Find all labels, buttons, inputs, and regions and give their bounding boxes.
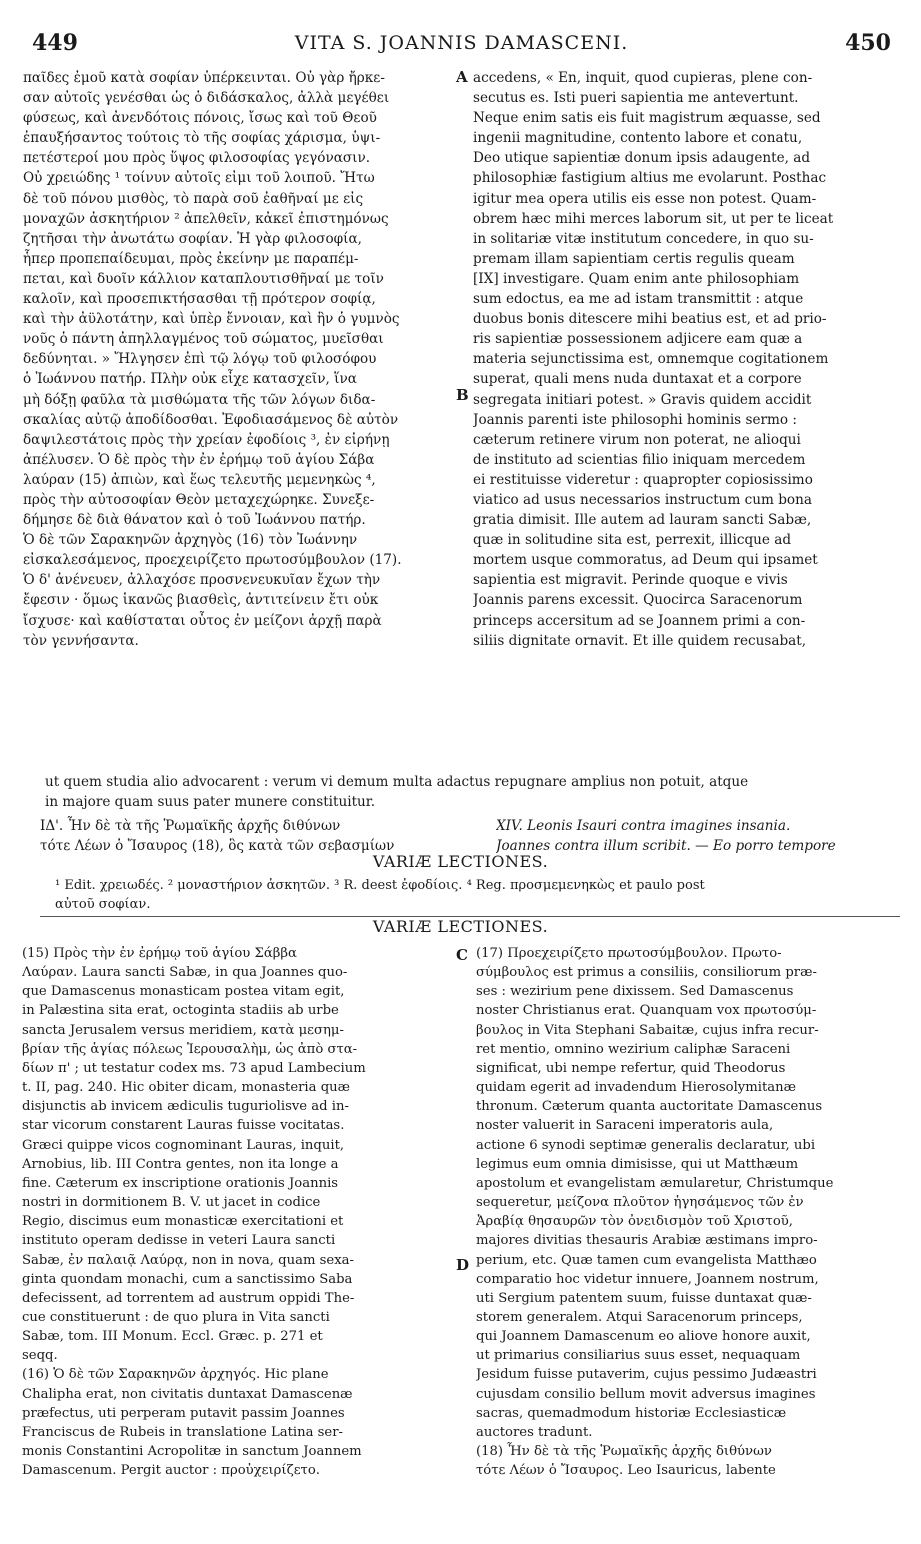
greek-text-line: πρὸς τὴν αὐτοσοφίαν Θεὸν μεταχεχώρηκε. Συνεξε- <box>23 491 375 508</box>
greek-text-line: δαψιλεστάτοις πρὸς τὴν χρείαν ἐφοδίοις ³, ἐν εἰρήνῃ <box>23 431 390 448</box>
note-line: uti Sergium patentem suum, fuisse duntaxat quæ- <box>476 1290 812 1306</box>
note-line: sequeretur, μείζονα πλοῦτον ἡγησάμενος τῶν ἐν <box>476 1195 804 1211</box>
latin-text-line: premam illam sapientiam certis regulis queam <box>473 250 795 267</box>
greek-text-line: δεδύνηται. » Ἤλγησεν ἐπὶ τῷ λόγῳ τοῦ φιλοσόφου <box>23 351 377 368</box>
section-14-latin-line: XIV. Leonis Isauri contra imagines insania. <box>496 818 791 834</box>
greek-text-line: νοῦς ὁ πάντη ἀπηλλαγμένος τοῦ σώματος, μυεῖσθαι <box>23 331 384 348</box>
full-width-line: ut quem studia alio advocarent : verum vi demum multa adactus repugnare amplius non potuit, atque <box>45 774 749 790</box>
note-line: thronum. Cæterum quanta auctoritate Damascenus <box>476 1099 823 1115</box>
note-line: βουλος in Vita Stephani Sabaitæ, cujus infra recur- <box>476 1022 819 1038</box>
latin-text-line: gratia dimisit. Ille autem ad lauram sancti Sabæ, <box>473 512 812 529</box>
note-line: (18) Ἦν δὲ τὰ τῆς Ῥωμαϊκῆς ἀρχῆς διθύνων <box>476 1444 772 1460</box>
note-line: nostri in dormitionem B. V. ut jacet in codice <box>22 1195 321 1211</box>
latin-text-line: igitur mea opera utilis eis esse non potest. Quam- <box>473 190 817 207</box>
variant-reading-line: αὐτοῦ σοφίαν. <box>55 897 151 912</box>
note-line: significat, ubi nempe refertur, quid Theodorus <box>476 1060 786 1076</box>
note-line: apostolum et evangelistam æmularetur, Christumque <box>476 1175 834 1191</box>
notes-left-column <box>22 944 455 1544</box>
note-line: ret mentio, omnino wezirium caliphæ Saraceni <box>476 1041 791 1057</box>
notes-right-column <box>476 944 901 1544</box>
note-line: Chalipha erat, non civitatis duntaxat Damascenæ <box>22 1386 353 1402</box>
latin-text-line: ei restituisse videretur : quapropter copiosissimo <box>473 471 813 488</box>
latin-text-line: accedens, « En, inquit, quod cupieras, plene con- <box>473 70 813 86</box>
note-line: legimus eum omnia dimisisse, qui ut Matthæum <box>476 1156 799 1172</box>
section-14-greek-line: ΙΔ'. Ἦν δὲ τὰ τῆς Ῥωμαϊκῆς ἀρχῆς διθύνων <box>40 818 341 834</box>
note-line: Regio, discimus eum monasticæ exercitationi et <box>22 1214 344 1230</box>
latin-text-line: sum edoctus, ea me ad istam transmittit : atque <box>473 291 804 308</box>
greek-text-line: ὁ Ἰωάννου πατήρ. Πλὴν οὐκ εἶχε κατασχεῖν, ἵνα <box>23 371 357 388</box>
note-line: Franciscus de Rubeis in translatione Latina ser- <box>22 1424 343 1440</box>
greek-text-line: πετέστεροί μου πρὸς ὕψος φιλοσοφίας γεγόνασιν. <box>23 150 371 167</box>
latin-text-line: Neque enim satis eis fuit magistrum æquasse, sed <box>473 110 821 127</box>
latin-text-line: philosophiæ fastigium altius me evolarunt. Posthac <box>473 170 827 187</box>
section-14-greek <box>40 816 470 856</box>
section-14-greek-line: τότε Λέων ὁ Ἴσαυρος (18), ὃς κατὰ τῶν σεβασμίων <box>40 838 395 854</box>
greek-text-line: μὴ δόξῃ φαῦλα τὰ μισθώματα τῆς τῶν λόγων διδα- <box>23 391 376 408</box>
page-number-right: 450 <box>845 30 891 56</box>
greek-text-line: σκαλίας αὐτῷ ἀποδίδοσθαι. Ἐφοδιασάμενος δὲ αὐτὸν <box>23 411 399 428</box>
note-line: que Damascenus monasticam postea vitam egit, <box>22 984 345 1000</box>
running-title: VITA S. JOANNIS DAMASCENI. <box>294 32 629 54</box>
latin-text-line: segregata initiari potest. » Gravis quidem accidit <box>473 391 812 408</box>
section-14-latin <box>496 816 896 856</box>
note-line: δίων π' ; ut testatur codex ms. 73 apud Lambecium <box>22 1060 366 1076</box>
note-line: cujusdam consilio bellum movit adversus imagines <box>476 1386 816 1402</box>
greek-text-line: σαν αὐτοῖς γενέσθαι ὡς ὁ διδάσκαλος, ἀλλὰ μεγέθει <box>23 90 390 107</box>
note-line: Ἀραβίᾳ θησαυρῶν τὸν ὀνειδισμὸν τοῦ Χριστοῦ, <box>476 1214 793 1230</box>
note-line: Græci quippe vicos cognominant Lauras, inquit, <box>22 1137 345 1153</box>
note-line: quidam egerit ad invadendum Hierosolymitanæ <box>476 1080 797 1096</box>
greek-text-line: ἔφεσιν · ὅμως ἱκανῶς βιασθεὶς, ἀντιτείνειν ἔτι οὐκ <box>23 592 379 609</box>
latin-text-line: obrem hæc mihi merces laborum sit, ut per te liceat <box>473 210 834 227</box>
note-line: βρίαν τῆς ἁγίας πόλεως Ἱερουσαλὴμ, ὡς ἀπὸ στα- <box>22 1041 358 1057</box>
greek-text-line: ζητῆσαι τὴν ἀνωτάτω σοφίαν. Ἡ γὰρ φιλοσοφία, <box>23 230 362 247</box>
note-line: ut primarius consiliarius suus esset, nequaquam <box>476 1348 801 1364</box>
variae-lectiones-body-1 <box>55 876 895 914</box>
greek-text-line: δήμησε δὲ διὰ θάνατον καὶ ὁ τοῦ Ἰωάννου πατήρ. <box>23 512 366 529</box>
note-line: Arnobius, lib. III Contra gentes, non ita longe a <box>22 1156 339 1172</box>
note-line: star vicorum constarent Lauras fuisse vocitatas. <box>22 1118 345 1134</box>
note-line: monis Constantini Acropolitæ in sanctum Joannem <box>22 1444 362 1460</box>
latin-text-line: duobus bonis ditescere mihi beatius est, et ad prio- <box>473 311 827 328</box>
greek-text-line: πεται, καὶ δυοῖν κάλλιον καταπλουτισθῆναί με τοῖν <box>23 270 384 287</box>
latin-text-line: [IX] investigare. Quam enim ante philosophiam <box>473 270 800 287</box>
full-width-line: in majore quam suus pater munere constituitur. <box>45 794 376 810</box>
latin-text-line: sapientia est migravit. Perinde quoque e vivis <box>473 572 788 589</box>
greek-text-line: ἧπερ προπεπαίδευμαι, πρὸς ἐκείνην με παραπέμ- <box>23 250 359 267</box>
latin-text-line: quæ in solitudine sita est, perrexit, illicque ad <box>473 532 792 549</box>
latin-text-line: materia sejunctissima est, omnemque cogitationem <box>473 351 829 368</box>
note-line: (17) Προεχειρίζετο πρωτοσύμβουλον. Πρωτο- <box>476 946 782 961</box>
note-line: in Palæstina sita erat, octoginta stadiis ab urbe <box>22 1003 339 1019</box>
note-line: disjunctis ab invicem ædiculis tuguriolisve ad in- <box>22 1099 349 1115</box>
running-header <box>32 30 891 60</box>
greek-text-line: εἰσκαλεσάμενος, προεχειρίζετο πρωτοσύμβουλον (17). <box>23 552 402 569</box>
margin-marker-b: B <box>456 386 469 404</box>
greek-text-line: δὲ τοῦ πόνου μισθὸς, τὸ παρὰ σοῦ ἐαθῆναί με εἰς <box>23 190 364 207</box>
note-line: sacras, quemadmodum historiæ Ecclesiasticæ <box>476 1405 787 1421</box>
note-line: perium, etc. Quæ tamen cum evangelista Matthæo <box>476 1252 817 1268</box>
note-line: defecissent, ad torrentem ad austrum oppidi The- <box>22 1290 355 1306</box>
greek-text-line: λαύραν (15) ἀπιὼν, καὶ ἕως τελευτῆς μεμενηκὼς ⁴, <box>23 471 376 488</box>
note-line: Damascenum. Pergit auctor : προὐχειρίζετο. <box>22 1463 320 1479</box>
note-line: Jesidum fuisse putaverim, cujus pessimo Judæastri <box>476 1367 817 1383</box>
note-line: sancta Jerusalem versus meridiem, κατὰ μεσημ- <box>22 1022 344 1038</box>
latin-text-line: secutus es. Isti pueri sapientia me antevertunt. <box>473 90 799 107</box>
note-line: cue constituerunt : de quo plura in Vita sancti <box>22 1309 330 1325</box>
note-line: Sabæ, tom. III Monum. Eccl. Græc. p. 271 et <box>22 1329 323 1345</box>
note-line: comparatio hoc videtur innuere, Joannem nostrum, <box>476 1271 819 1287</box>
note-line: seqq. <box>22 1348 58 1364</box>
note-line: ginta quondam monachi, cum a sanctissimo Saba <box>22 1271 353 1287</box>
note-line: σύμβουλος est primus a consiliis, consiliorum præ- <box>476 965 817 981</box>
note-line: t. II, pag. 240. Hic obiter dicam, monasteria quæ <box>22 1080 351 1096</box>
latin-text-line: Joannis parenti iste philosophi hominis sermo : <box>473 411 797 428</box>
latin-text-line: superat, quali mens nuda duntaxat et a corpore <box>473 371 802 388</box>
section-14-latin-line: Joannes contra illum scribit. — Eo porro tempore <box>496 838 836 854</box>
greek-text-column <box>23 68 455 768</box>
note-line: noster Christianus erat. Quanquam vox πρωτοσύμ- <box>476 1003 817 1019</box>
note-line: storem generalem. Atqui Saracenorum princeps, <box>476 1309 803 1325</box>
note-line: qui Joannem Damascenum eo aliove honore auxit, <box>476 1329 811 1345</box>
note-line: τότε Λέων ὁ Ἴσαυρος. Leo Isauricus, labente <box>476 1463 776 1479</box>
latin-text-line: siliis dignitate ornavit. Et ille quidem recusabat, <box>473 632 807 649</box>
greek-text-line: ἀπέλυσεν. Ὁ δὲ πρὸς τὴν ἐν ἐρήμῳ τοῦ ἁγίου Σάβα <box>23 451 375 468</box>
note-line: (16) Ὁ δὲ τῶν Σαρακηνῶν ἀρχηγός. Hic plane <box>22 1367 329 1383</box>
greek-text-line: Οὐ χρειώδης ¹ τοίνυν αὐτοῖς εἰμι τοῦ λοιποῦ. Ἤτω <box>23 170 375 187</box>
greek-text-line: ἐπαυξήσαντος τούτοις τὸ τῆς σοφίας χάρισμα, ὑψι- <box>23 130 381 147</box>
latin-text-line: Joannis parens excessit. Quocirca Saracenorum <box>473 592 803 609</box>
latin-text-line: princeps accersitum ad se Joannem primi a con- <box>473 612 806 629</box>
margin-marker-a: A <box>456 68 468 86</box>
greek-text-line: ἴσχυσε· καὶ καθίσταται οὗτος ἐν μείζονι ἀρχῇ παρὰ <box>23 612 382 629</box>
note-line: actione 6 synodi septimæ generalis declaratur, ubi <box>476 1137 816 1153</box>
latin-text-line: in solitariæ vitæ institutum concedere, in quo su- <box>473 230 814 247</box>
latin-text-column <box>473 68 898 768</box>
greek-text-line: καλοῖν, καὶ προσεπικτήσασθαι τῇ πρότερον σοφίᾳ, <box>23 291 376 308</box>
latin-text-line: viatico ad usus necessarios instructum cum bona <box>473 491 812 508</box>
variae-lectiones-title-2: VARIÆ LECTIONES. <box>372 917 549 936</box>
margin-marker-c: C <box>456 946 468 964</box>
variae-lectiones-title-1: VARIÆ LECTIONES. <box>372 852 549 871</box>
note-line: noster valuerit in Saraceni imperatoris aula, <box>476 1118 774 1134</box>
greek-text-line: φύσεως, καὶ ἀνενδότοις πόνοις, ἴσως καὶ τοῦ Θεοῦ <box>23 110 377 127</box>
note-line: (15) Πρὸς τὴν ἐν ἐρήμῳ τοῦ ἁγίου Σάββα <box>22 946 297 961</box>
latin-text-line: Deo utique sapientiæ donum ipsis adaugente, ad <box>473 150 811 167</box>
full-width-continuation <box>45 772 905 812</box>
greek-text-line: μοναχῶν ἀσκητήριον ² ἀπελθεῖν, κἀκεῖ ἐπιστημόνως <box>23 210 389 227</box>
margin-marker-d: D <box>456 1256 470 1274</box>
note-line: ses : wezirium pene dixissem. Sed Damascenus <box>476 984 794 1000</box>
latin-text-line: mortem usque commoratus, ad Deum qui ipsamet <box>473 552 818 569</box>
greek-text-line: Ὁ δὲ τῶν Σαρακηνῶν ἀρχηγὸς (16) τὸν Ἰωάννην <box>23 532 358 549</box>
note-line: instituto operam dedisse in veteri Laura sancti <box>22 1233 336 1249</box>
note-line: præfectus, uti perperam putavit passim Joannes <box>22 1405 345 1421</box>
note-line: fine. Cæterum ex inscriptione orationis Joannis <box>22 1175 339 1191</box>
greek-text-line: παῖδες ἐμοῦ κατὰ σοφίαν ὑπέρκεινται. Οὐ γὰρ ἤρκε- <box>23 70 385 86</box>
note-line: Λαύραν. Laura sancti Sabæ, in qua Joannes quo- <box>22 965 348 981</box>
latin-text-line: ingenii magnitudine, contento labore et conatu, <box>473 130 803 147</box>
page-number-left: 449 <box>32 30 78 56</box>
variant-reading-line: ¹ Edit. χρειωδές. ² μοναστήριον ἀσκητῶν. ³ R. deest ἐφοδίοις. ⁴ Reg. προσμεμενηκὼς et paulo post <box>55 878 705 893</box>
greek-text-line: Ὁ δ' ἀνένευεν, ἀλλαχόσε προσνενευκυῖαν ἔχων τὴν <box>23 572 381 589</box>
note-line: majores divitias thesauris Arabiæ æstimans impro- <box>476 1233 818 1249</box>
greek-text-line: τὸν γεννήσαντα. <box>23 632 139 649</box>
latin-text-line: ris sapientiæ possessionem adjicere eam quæ a <box>473 331 803 348</box>
greek-text-line: καὶ τὴν ἀϋλοτάτην, καὶ ὑπὲρ ἔννοιαν, καὶ ἣν ὁ γυμνὸς <box>23 311 400 328</box>
latin-text-line: de instituto ad scientias filio iniquam mercedem <box>473 451 806 468</box>
note-line: Sabæ, ἐν παλαιᾷ Λαύρᾳ, non in nova, quam sexa- <box>22 1252 354 1268</box>
latin-text-line: cæterum retinere virum non poterat, ne alioqui <box>473 431 801 448</box>
note-line: auctores tradunt. <box>476 1424 593 1440</box>
